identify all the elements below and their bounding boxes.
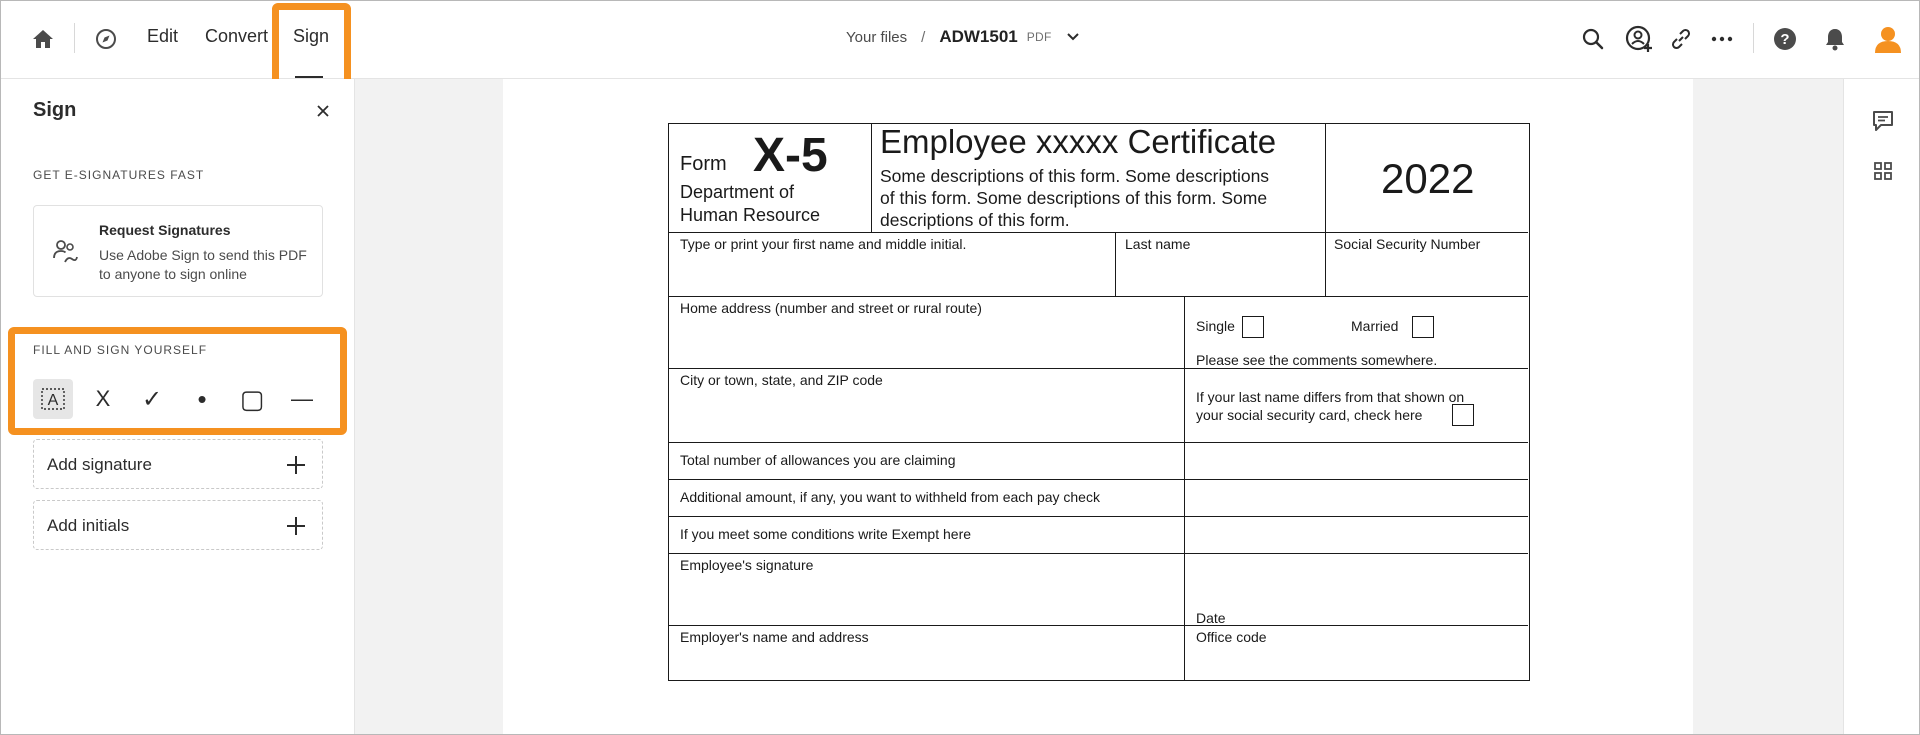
text-field-tool[interactable]	[33, 379, 73, 419]
line-tool[interactable]: —	[291, 386, 313, 411]
sign-panel	[1, 79, 355, 735]
form-rule	[669, 479, 1528, 480]
form-title: Employee xxxxx Certificate	[880, 123, 1277, 160]
form-rule	[669, 553, 1528, 554]
form-description-line2: of this form. Some descriptions of this form. Some	[880, 188, 1268, 208]
svg-text:?: ?	[1780, 31, 1790, 48]
add-initials-button[interactable]	[33, 500, 323, 550]
department-line2: Human Resource	[680, 205, 821, 225]
city-state-zip-label: City or town, state, and ZIP code	[680, 372, 883, 388]
single-label: Single	[1196, 318, 1235, 334]
bell-icon[interactable]	[1817, 21, 1853, 57]
toolbar-divider	[1753, 23, 1754, 53]
breadcrumb-root[interactable]: Your files	[846, 28, 908, 46]
request-signatures-description: Use Adobe Sign to send this PDF to anyone to sign online	[99, 247, 307, 282]
home-icon[interactable]	[25, 21, 61, 57]
exempt-label: If you meet some conditions write Exempt here	[680, 526, 972, 542]
panel-title: Sign	[33, 99, 77, 121]
request-signatures-icon	[52, 238, 78, 269]
last-name-differs-line2: your social security card, check here	[1196, 407, 1423, 423]
request-signatures-card[interactable]	[33, 205, 323, 297]
fill-sign-toolbar	[33, 379, 328, 419]
form-rule	[1184, 296, 1185, 680]
section-fill-heading: FILL AND SIGN YOURSELF	[33, 343, 208, 357]
form-label: Form	[680, 153, 727, 175]
checkmark-tool[interactable]: ✓	[141, 385, 163, 413]
dot-tool[interactable]: •	[197, 383, 207, 414]
last-name-differs-line1: If your last name differs from that shown on	[1196, 389, 1465, 405]
last-name-label: Last name	[1125, 236, 1191, 252]
thumbnails-icon[interactable]	[1871, 159, 1895, 183]
home-address-label: Home address (number and street or rural route)	[680, 300, 982, 316]
add-signature-button[interactable]	[33, 439, 323, 489]
single-checkbox[interactable]	[1242, 316, 1264, 338]
additional-amount-label: Additional amount, if any, you want to withheld from each pay check	[680, 489, 1100, 505]
date-label: Date	[1196, 610, 1226, 626]
plus-icon	[286, 516, 306, 536]
form-rule	[1325, 124, 1326, 296]
edit-tab[interactable]: Edit	[147, 26, 179, 46]
close-icon[interactable]	[315, 103, 331, 119]
pdf-form	[668, 123, 1530, 681]
add-signature-label: Add signature	[47, 455, 152, 474]
section-esign-heading: GET E-SIGNATURES FAST	[33, 168, 205, 182]
form-description-line3: descriptions of this form.	[880, 210, 1070, 230]
allowances-label: Total number of allowances you are claiming	[680, 452, 956, 468]
employer-label: Employer's name and address	[680, 629, 869, 645]
svg-text:A: A	[47, 392, 59, 409]
married-label: Married	[1351, 318, 1399, 334]
help-icon[interactable]	[1767, 21, 1803, 57]
form-description-line1: Some descriptions of this form. Some descriptions	[880, 166, 1270, 186]
comment-icon[interactable]	[1871, 109, 1895, 133]
office-code-label: Office code	[1196, 629, 1267, 645]
share-user-icon[interactable]	[1622, 21, 1658, 57]
last-name-differs-checkbox[interactable]	[1452, 404, 1474, 426]
form-number: X-5	[753, 129, 828, 182]
rectangle-tool[interactable]: ▢	[239, 383, 265, 414]
first-name-label: Type or print your first name and middle initial.	[680, 236, 967, 252]
sign-tab-active-indicator	[295, 76, 323, 78]
married-checkbox[interactable]	[1412, 316, 1434, 338]
compass-icon[interactable]	[88, 21, 124, 57]
form-rule	[669, 296, 1528, 297]
add-initials-label: Add initials	[47, 516, 130, 535]
employee-signature-label: Employee's signature	[680, 557, 814, 573]
form-rule	[669, 232, 1528, 233]
form-rule	[669, 442, 1528, 443]
link-icon[interactable]	[1663, 21, 1699, 57]
right-rail	[1843, 79, 1920, 735]
more-icon[interactable]	[1704, 21, 1740, 57]
chevron-down-icon[interactable]	[1066, 29, 1080, 46]
breadcrumb-separator: /	[921, 28, 926, 46]
top-toolbar	[1, 1, 1920, 79]
form-rule	[871, 124, 872, 232]
form-rule	[669, 625, 1528, 626]
comments-note: Please see the comments somewhere.	[1196, 352, 1438, 368]
sign-tab[interactable]: Sign	[293, 26, 330, 46]
form-year: 2022	[1381, 155, 1475, 202]
department-line1: Department of	[680, 182, 795, 202]
form-rule	[669, 368, 1528, 369]
form-rule	[669, 516, 1528, 517]
breadcrumb	[846, 27, 1080, 47]
search-icon[interactable]	[1575, 21, 1611, 57]
form-rule	[1115, 232, 1116, 296]
avatar[interactable]	[1870, 21, 1906, 57]
file-type-badge: PDF	[1026, 30, 1052, 44]
ssn-label: Social Security Number	[1334, 236, 1481, 252]
toolbar-divider	[74, 23, 75, 53]
plus-icon	[286, 455, 306, 475]
file-name: ADW1501	[939, 27, 1018, 46]
request-signatures-title: Request Signatures	[99, 222, 231, 238]
convert-tab[interactable]: Convert	[205, 26, 269, 46]
cross-tool[interactable]: X	[95, 386, 111, 411]
